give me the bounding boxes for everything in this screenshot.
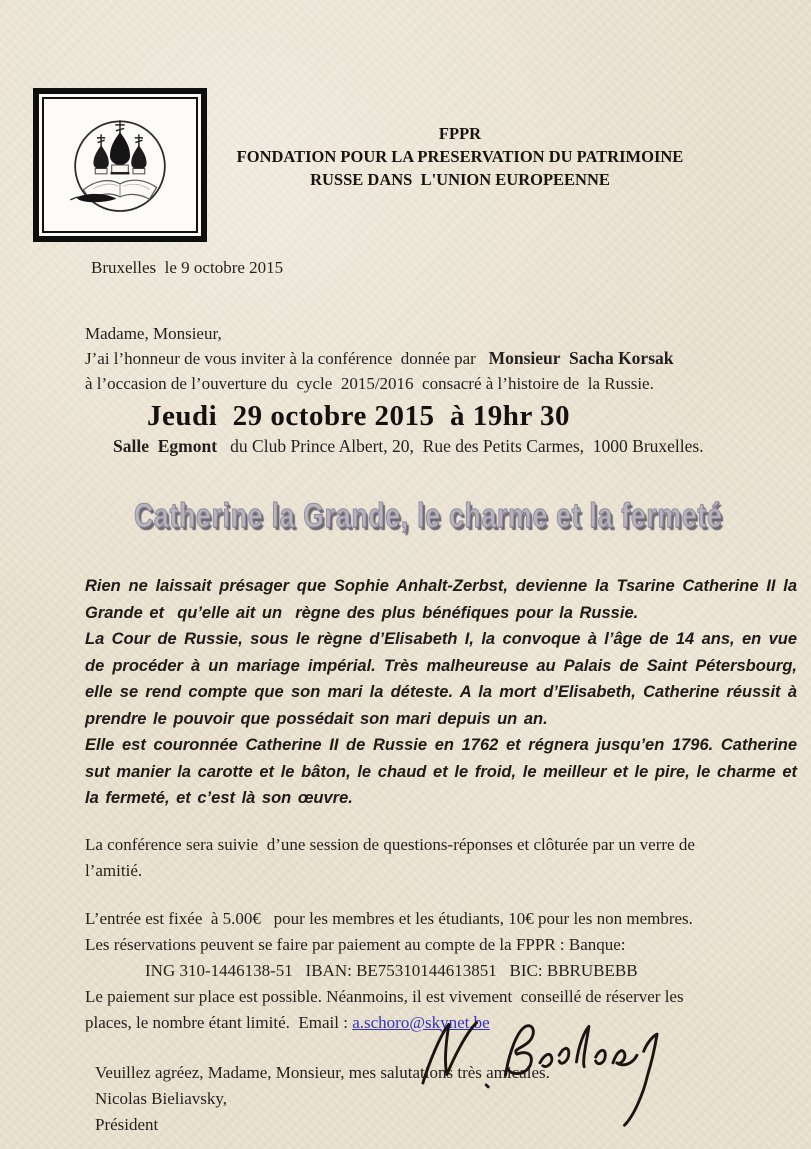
email-link[interactable]: a.schoro@skynet.be xyxy=(352,1012,490,1032)
invitation-line2: à l’occasion de l’ouverture du cycle 2015/2016 consacré à l’histoire de la Russie. xyxy=(85,374,654,393)
payment-line1: Le paiement sur place est possible. Néanmoins, il est vivement conseillé de réserver les xyxy=(85,986,684,1006)
abstract xyxy=(85,573,804,812)
lecture-title: Catherine la Grande, le charme et la fermeté xyxy=(133,497,723,535)
org-header xyxy=(215,122,705,191)
venue-address: 20, Rue des Petits Carmes, 1000 Bruxelles. xyxy=(387,436,704,456)
signoff-salutation: Veuillez agréez, Madame, Monsieur, mes salutations très amicales. xyxy=(95,1062,550,1082)
logo-frame xyxy=(42,97,198,233)
dateline: Bruxelles le 9 octobre 2015 xyxy=(91,258,284,277)
handwritten-signature xyxy=(415,1012,665,1132)
org-name-line2: RUSSE DANS L'UNION EUROPEENNE xyxy=(310,170,610,189)
invitation-line1 xyxy=(85,346,797,371)
closing-line2: l’amitié. xyxy=(85,860,143,880)
event-datetime: Jeudi 29 octobre 2015 à 19hr 30 xyxy=(147,400,571,432)
closing-note xyxy=(85,832,797,884)
closing-line1: La conférence sera suivie d’une session de questions-réponses et clôturée par un verre de xyxy=(85,834,695,854)
letter-body xyxy=(85,258,804,1138)
speaker-name: Monsieur Sacha Korsak xyxy=(488,348,674,368)
org-name-line1: FONDATION POUR LA PRESERVATION DU PATRIMOINE xyxy=(236,147,684,166)
reservation-line: Les réservations peuvent se faire par paiement au compte de la FPPR : Banque: xyxy=(85,934,626,954)
venue-club: du Club Prince Albert, xyxy=(217,436,388,456)
lecture-title-wrap xyxy=(51,497,763,549)
bank-details-line: ING 310-1446138-51 IBAN: BE75310144613851 BIC: BBRUBEBB xyxy=(145,960,638,980)
payment-line2-text: places, le nombre étant limité. Email : xyxy=(85,1012,353,1032)
invitation-text: J’ai l’honneur de vous inviter à la conférence donnée par xyxy=(85,349,489,368)
sender-name: Nicolas Bieliavsky, xyxy=(95,1088,228,1108)
fppr-domes-book-icon xyxy=(61,106,179,224)
abstract-paragraph-1: Rien ne laissait présager que Sophie Anhalt-Zerbst, devienne la Tsarine Catherine II la Grande et qu’elle ait un règne des plus bénéfiques pour la Russie. xyxy=(85,577,804,622)
price-line: L’entrée est fixée à 5.00€ pour les membres et les étudiants, 10€ pour les non membres. xyxy=(85,908,693,928)
org-acronym: FPPR xyxy=(438,124,482,143)
salutation: Madame, Monsieur, xyxy=(85,324,222,343)
venue-line xyxy=(113,436,797,457)
abstract-paragraph-2: La Cour de Russie, sous le règne d’Elisabeth I, la convoque à l’âge de 14 ans, en vue de procéder à un mariage impérial. Très malheureuse au Palais de Saint Pétersbourg, elle se rend compte que son mari la déteste. A la mort d’Elisabeth, Catherine réussit à prendre le pouvoir que possédait son mari depuis un an. xyxy=(85,630,804,728)
abstract-paragraph-3: Elle est couronnée Catherine II de Russie en 1762 et régnera jusqu’en 1796. Catherine sut manier la carotte et le bâton, le chaud et le froid, le meilleur et le pire, le charme et la fermeté, et c’est là son œuvre. xyxy=(85,736,804,807)
venue-room: Salle Egmont xyxy=(113,436,218,456)
sender-role: Président xyxy=(95,1114,159,1134)
logo-box xyxy=(33,88,207,242)
